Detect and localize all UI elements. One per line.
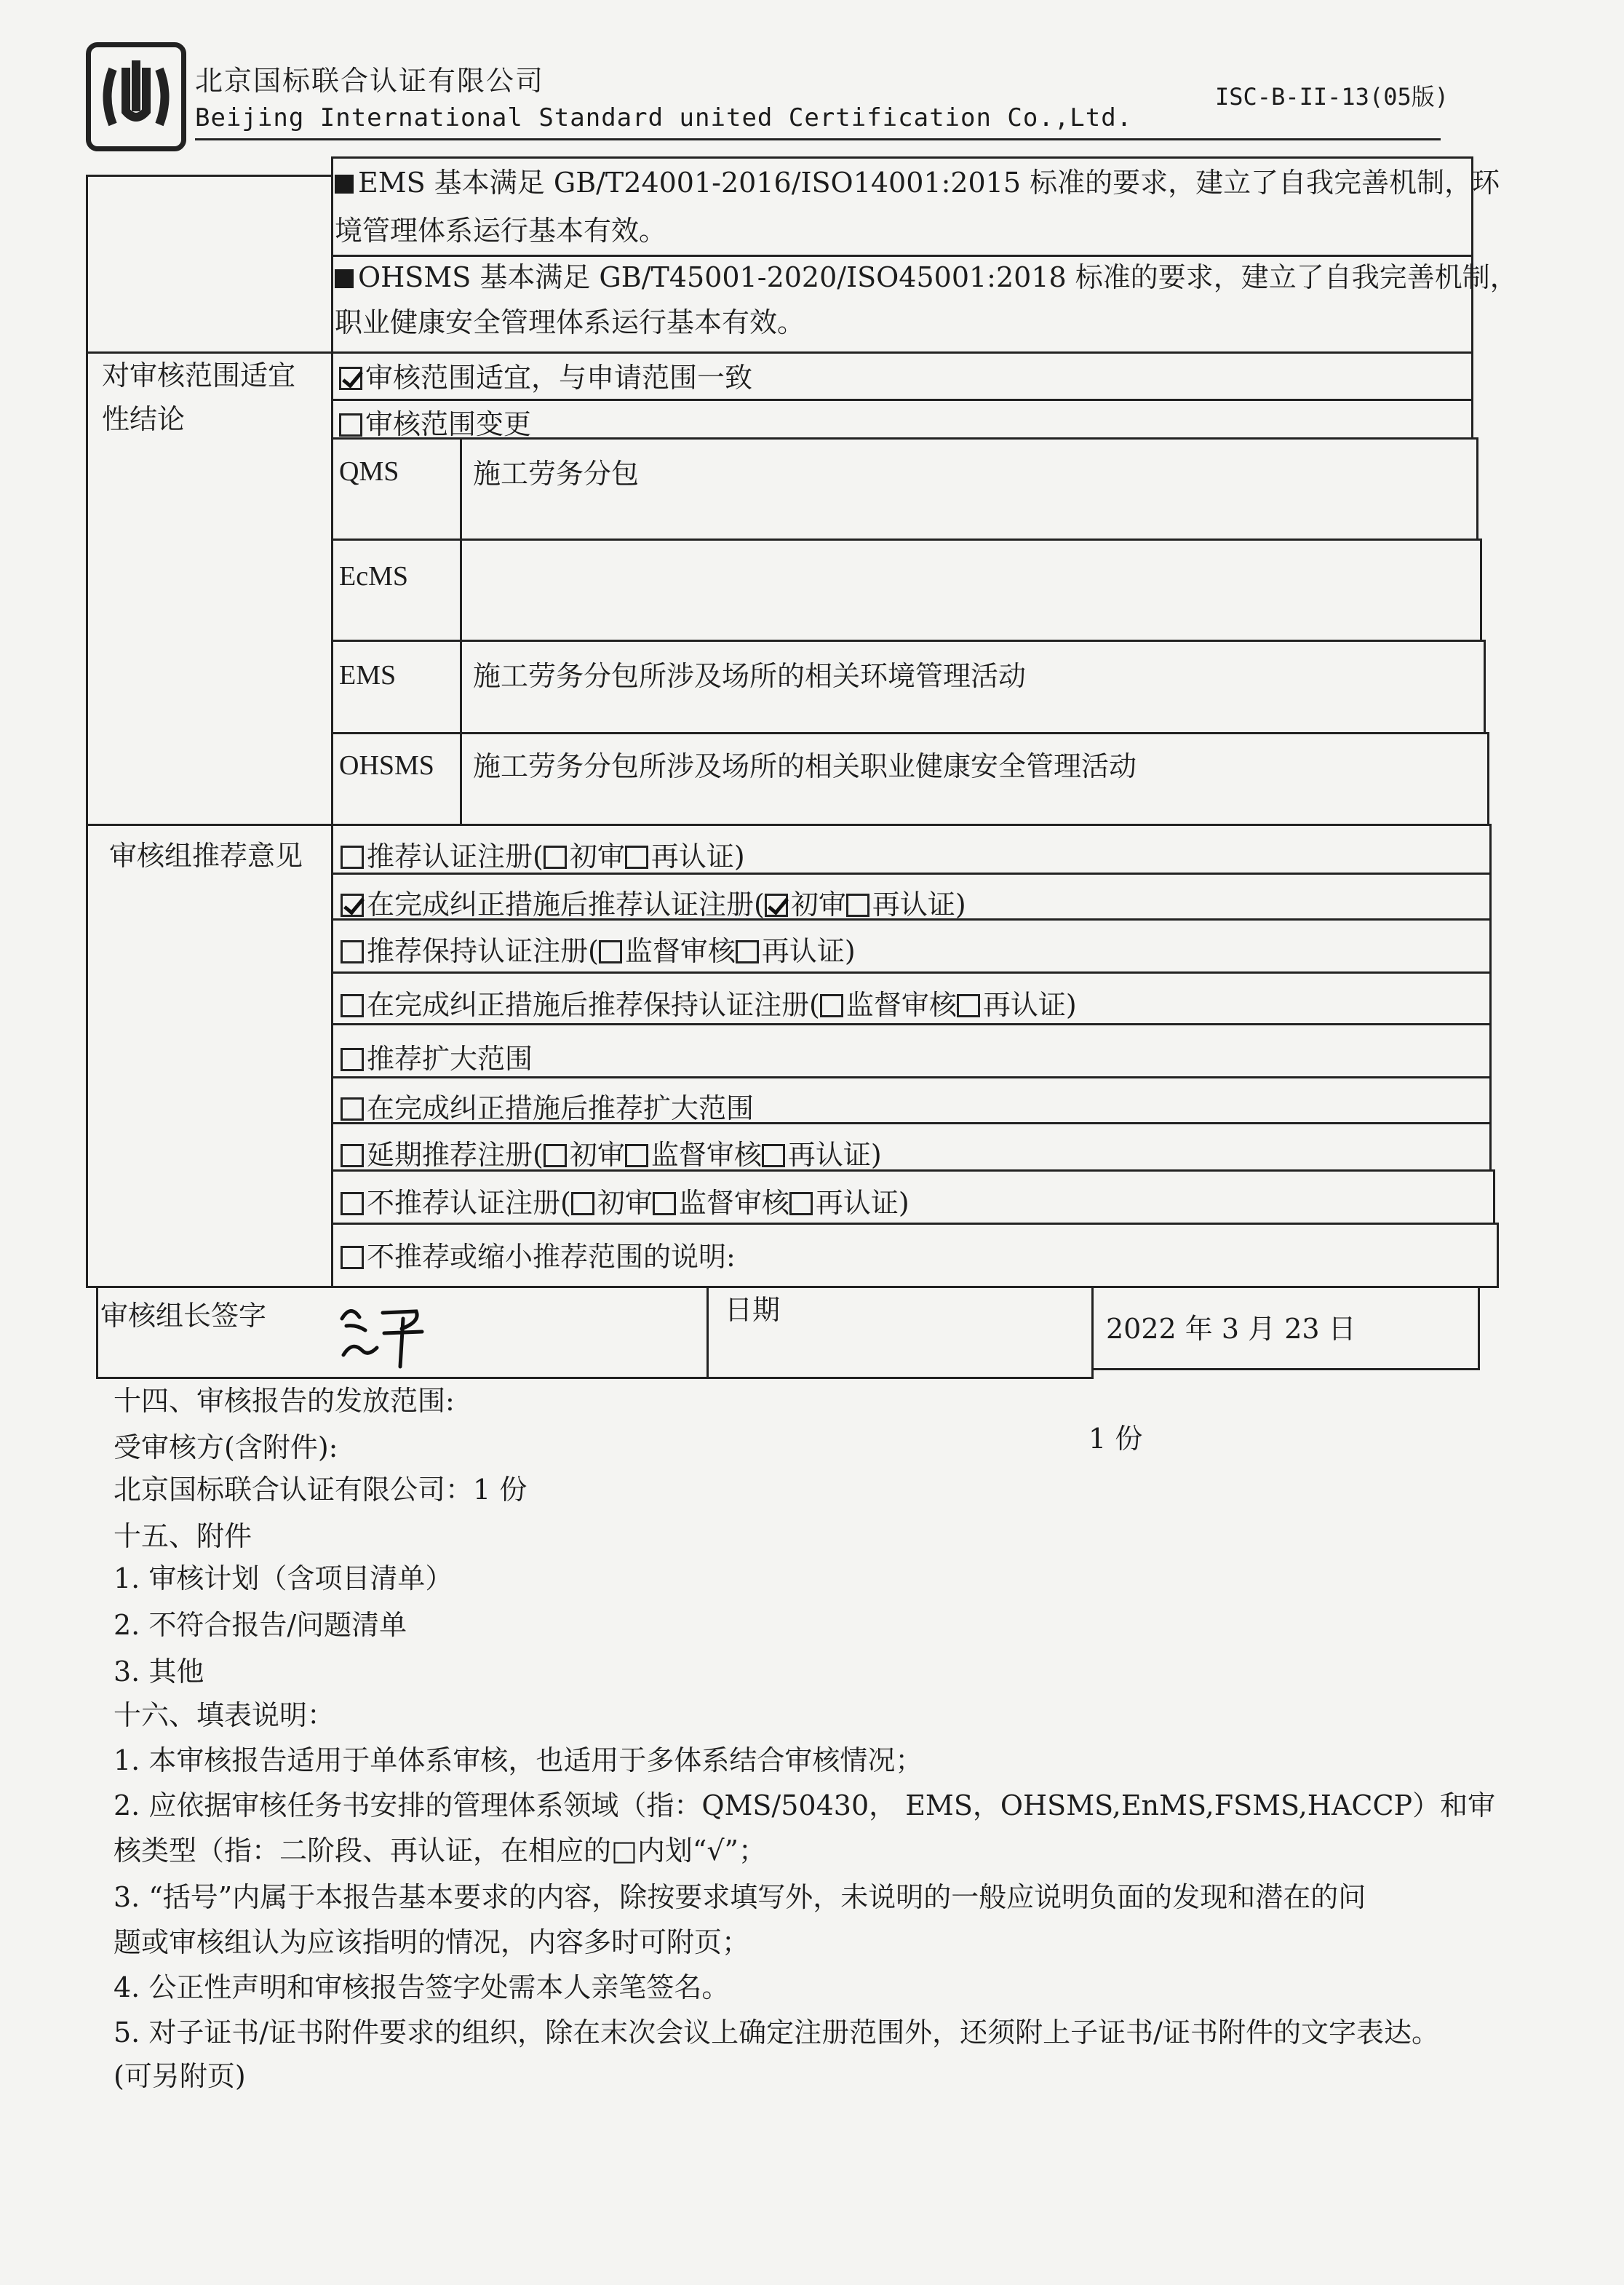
recommend-label-cell [86,824,333,1288]
scope-appropriate-option[interactable]: 审核范围适宜，与申请范围一致 [339,355,752,395]
section-14-title: 十四、审核报告的发放范围: [114,1385,455,1417]
recommend-option-5[interactable]: 推荐扩大范围 [341,1036,533,1076]
note-5: 5. 对子证书/证书附件要求的组织，除在末次会议上确定注册范围外，还须附上子证书/证书附件的文字表达。 [114,2016,1439,2048]
checkbox-icon[interactable] [341,1144,364,1167]
note-2-cont: 核类型（指：二阶段、再认证，在相应的□内划“√”； [114,1835,766,1867]
recommend-option-4[interactable]: 在完成纠正措施后推荐保持认证注册( 监督审核 再认证) [341,982,1077,1022]
checkbox-icon[interactable] [341,940,364,963]
scope-row-tag: OHSMS [339,750,434,781]
conclusion-label-cell [86,175,333,354]
section-14-auditee: 受审核方(含附件): [114,1431,338,1463]
scope-row-text: 施工劳务分包所涉及场所的相关职业健康安全管理活动 [473,752,1137,782]
checkbox-icon[interactable] [625,846,648,869]
scope-row-tag: EMS [339,660,397,691]
checkbox-icon[interactable] [341,1192,364,1215]
checkbox-icon[interactable] [544,846,567,869]
note-5-cont: (可另附页) [114,2060,246,2092]
scope-row-ecms-text-cell [460,539,1482,642]
filled-square-icon [335,175,354,194]
filled-square-icon [335,269,354,288]
checkbox-icon[interactable] [341,1097,364,1121]
scope-row-text: 施工劳务分包所涉及场所的相关环境管理活动 [473,661,1027,692]
ems-conclusion-text: EMS 基本满足 GB/T24001-2016/ISO14001:2015 标准的要求，建立了自我完善机制，环 [335,160,1500,205]
form-code: ISC-B-II-13(05版) [1215,83,1449,111]
recommend-option-1[interactable]: 推荐认证注册( 初审 再认证) [341,834,745,874]
checkbox-icon[interactable] [736,940,759,963]
company-name-en: Beijing International Standard united Certification Co.,Ltd. [195,103,1133,132]
scope-label-line2: 性结论 [102,403,186,435]
recommend-option-7[interactable]: 延期推荐注册( 初审 监督审核 再认证) [341,1132,882,1172]
date-value: 2022 年 3 月 23 日 [1106,1313,1356,1345]
note-2: 2. 应依据审核任务书安排的管理体系领域（指：QMS/50430， EMS，OHSMS,EnMS,FSMS,HACCP）和审 [114,1789,1496,1821]
scope-row-tag: EcMS [339,561,408,592]
section-14-company: 北京国标联合认证有限公司：1 份 [114,1474,528,1506]
scope-label-line1: 对审核范围适宜 [102,359,296,392]
recommend-option-2[interactable]: 在完成纠正措施后推荐认证注册( 初审 再认证) [341,882,966,922]
signature-label: 审核组长签字 [100,1300,267,1332]
section-16-title: 十六、填表说明： [114,1699,335,1731]
checkbox-icon[interactable] [625,1144,648,1167]
checkbox-icon[interactable] [599,940,622,963]
recommend-option-9[interactable]: 不推荐或缩小推荐范围的说明: [341,1234,736,1274]
checkbox-icon[interactable] [653,1192,676,1215]
logo-mark-icon [91,47,181,146]
recommend-label: 审核组推荐意见 [109,840,303,872]
checkbox-icon[interactable] [341,994,364,1017]
checkbox-checked-icon[interactable] [341,894,364,917]
checkbox-checked-icon[interactable] [339,367,362,390]
company-name-cn: 北京国标联合认证有限公司 [195,65,545,97]
checkbox-icon[interactable] [789,1192,813,1215]
checkbox-icon[interactable] [762,1144,785,1167]
scope-row-qms-tag-cell [331,437,462,541]
ohsms-conclusion-text-cont: 职业健康安全管理体系运行基本有效。 [335,306,805,338]
section-15-item-2: 2. 不符合报告/问题清单 [114,1609,407,1641]
scope-changed-option[interactable]: 审核范围变更 [339,402,531,442]
note-1: 1. 本审核报告适用于单体系审核，也适用于多体系结合审核情况； [114,1744,923,1776]
recommend-option-6[interactable]: 在完成纠正措施后推荐扩大范围 [341,1086,754,1126]
section-15-item-1: 1. 审核计划（含项目清单） [114,1562,453,1594]
checkbox-icon[interactable] [339,413,362,437]
note-3: 3. “括号”内属于本报告基本要求的内容，除按要求填写外，未说明的一般应说明负面的发现和潜在的问 [114,1881,1366,1913]
handwritten-signature [336,1297,431,1370]
section-14-auditee-copies: 1 份 [1088,1423,1143,1455]
checkbox-icon[interactable] [846,894,869,917]
company-logo [86,42,186,151]
recommend-option-3[interactable]: 推荐保持认证注册( 监督审核 再认证) [341,929,856,969]
checkbox-icon[interactable] [957,994,980,1017]
header-divider [195,138,1441,140]
checkbox-icon[interactable] [544,1144,567,1167]
scope-row-text: 施工劳务分包 [473,459,640,490]
scope-row-tag: QMS [339,456,399,487]
note-3-cont: 题或审核组认为应该指明的情况，内容多时可附页； [114,1926,750,1958]
section-15-item-3: 3. 其他 [114,1656,204,1688]
section-15-title: 十五、附件 [114,1520,252,1552]
recommend-option-8[interactable]: 不推荐认证注册( 初审 监督审核 再认证) [341,1180,909,1220]
ohsms-conclusion-text: OHSMS 基本满足 GB/T45001-2020/ISO45001:2018 标准的要求，建立了自我完善机制， [335,255,1518,300]
checkbox-icon[interactable] [341,1048,364,1071]
note-4: 4. 公正性声明和审核报告签字处需本人亲笔签名。 [114,1971,730,2003]
checkbox-checked-icon[interactable] [765,894,788,917]
checkbox-icon[interactable] [341,846,364,869]
ems-conclusion-text-cont: 境管理体系运行基本有效。 [335,215,667,247]
checkbox-icon[interactable] [820,994,843,1017]
date-label: 日期 [725,1294,781,1326]
checkbox-icon[interactable] [341,1246,364,1269]
checkbox-icon[interactable] [571,1192,594,1215]
